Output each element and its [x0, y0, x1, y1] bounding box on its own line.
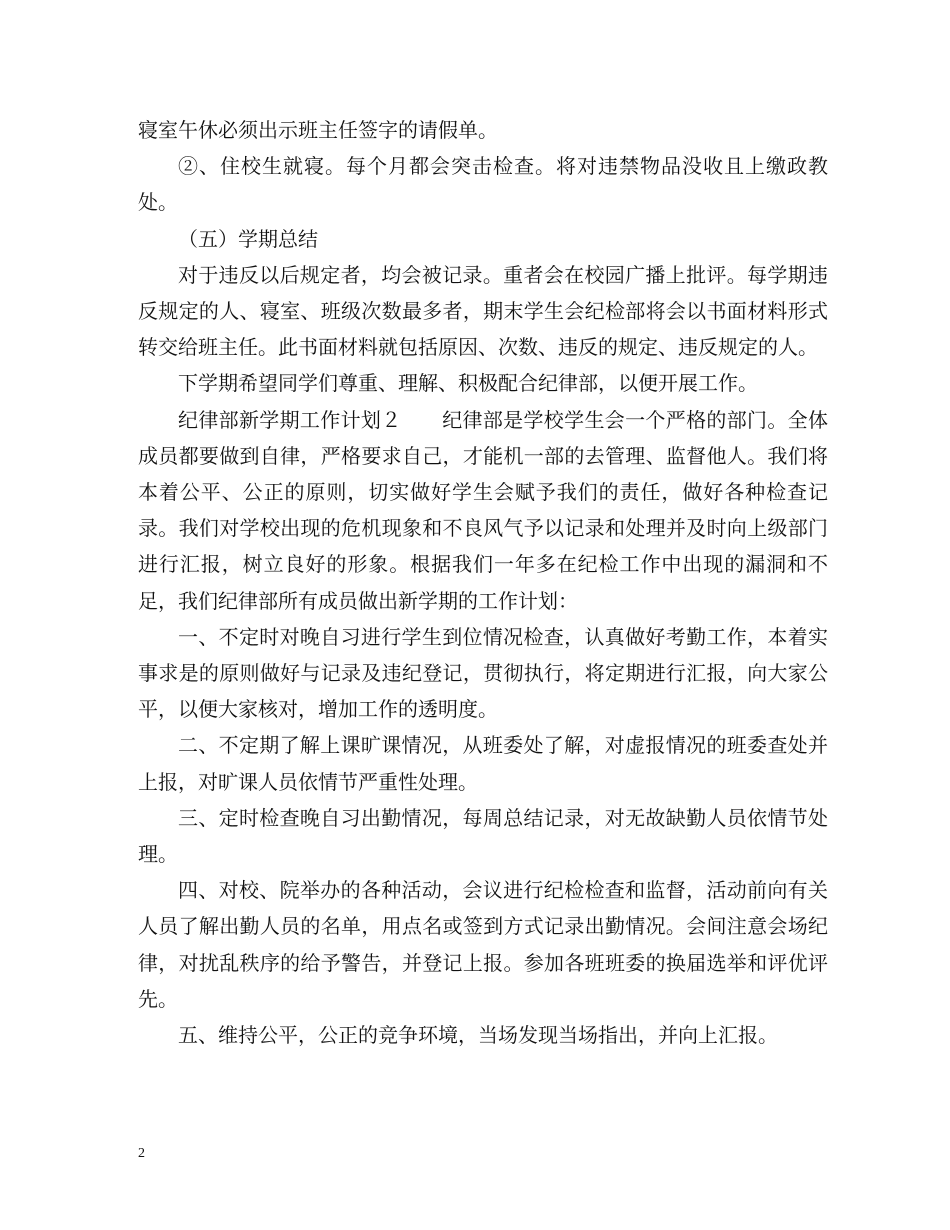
page-number: 2 [138, 1146, 145, 1161]
paragraph-item-2: 二、不定期了解上课旷课情况，从班委处了解，对虚报情况的班委查处并上报，对旷课人员依情节严重性处理。 [138, 733, 828, 794]
paragraph-plan-intro: 纪律部新学期工作计划２ 纪律部是学校学生会一个严格的部门。全体成员都要做到自律，严格要求自己，才能机一部的去管理、监督他人。我们将本着公平、公正的原则，切实做好学生会赋予我们的责任，做好各种检查记录。我们对学校出现的危机现象和不良风气予以记录和处理并及时向上级部门进行汇报，树立良好的形象。根据我们一年多在纪检工作中出现的漏洞和不足，我们纪律部所有成员做出新学期的工作计划： [138, 407, 828, 613]
paragraph-continuation: 寝室午休必须出示班主任签字的请假单。 [138, 118, 498, 142]
paragraph-item-4: 四、对校、院举办的各种活动，会议进行纪检检查和监督，活动前向有关人员了解出勤人员的名单，用点名或签到方式记录出勤情况。会间注意会场纪律，对扰乱秩序的给予警告，并登记上报。参加各班班委的换届选举和评优评先。 [138, 878, 828, 1011]
paragraph-dorm-check: ②、住校生就寝。每个月都会突击检查。将对违禁物品没收且上缴政教处。 [138, 154, 828, 215]
paragraph-item-3: 三、定时检查晚自习出勤情况，每周总结记录，对无故缺勤人员依情节处理。 [138, 805, 828, 867]
paragraph-item-1: 一、不定时对晚自习进行学生到位情况检查，认真做好考勤工作，本着实事求是的原则做好与记录及违纪登记，贯彻执行，将定期进行汇报，向大家公平，以便大家核对，增加工作的透明度。 [138, 624, 828, 722]
body-text [138, 112, 828, 1053]
paragraph-violations: 对于违反以后规定者，均会被记录。重者会在校园广播上批评。每学期违反规定的人、寝室、班级次数最多者，期末学生会纪检部将会以书面材料形式转交给班主任。此书面材料就包括原因、次数、违反的规定、违反规定的人。 [138, 262, 828, 360]
paragraph-item-5: 五、维持公平，公正的竞争环境，当场发现当场指出，并向上汇报。 [178, 1023, 778, 1048]
paragraph-hope: 下学期希望同学们尊重、理解、积极配合纪律部，以便开展工作。 [178, 371, 758, 396]
section-heading-semester-summary: （五）学期总结 [178, 226, 318, 251]
